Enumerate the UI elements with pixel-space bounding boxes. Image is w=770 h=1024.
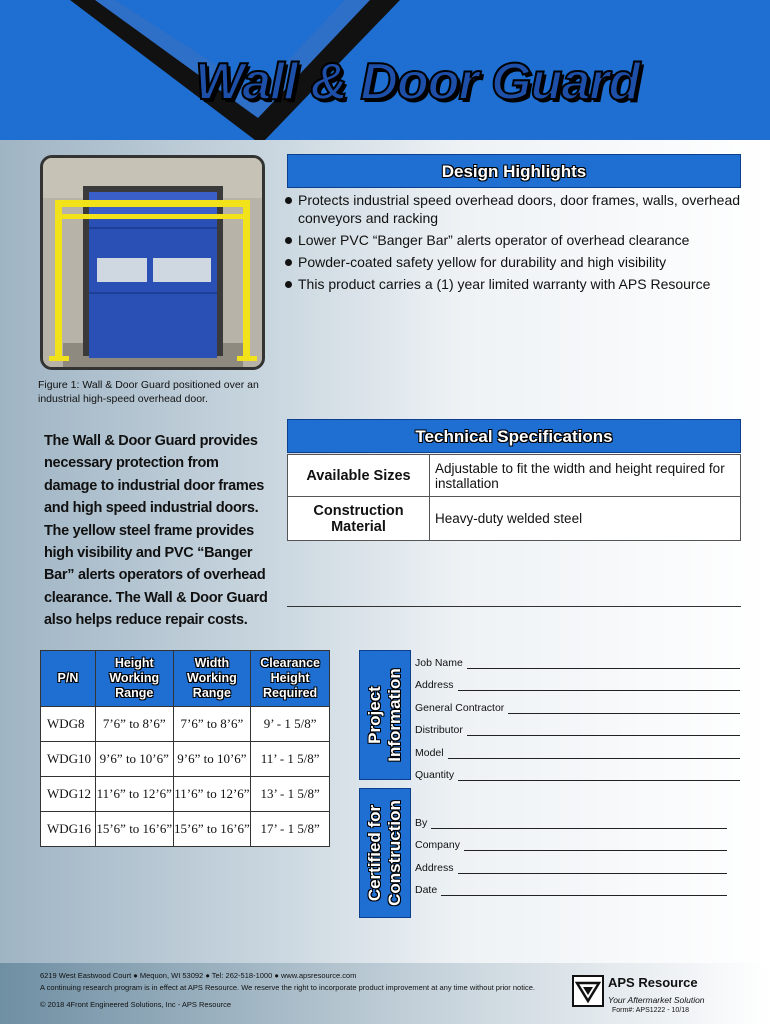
form-field-quantity[interactable]: [415, 759, 740, 782]
table-row: [41, 812, 330, 847]
field-rule[interactable]: [458, 769, 740, 781]
field-label: Quantity: [415, 769, 455, 781]
figure-caption: Figure 1: Wall & Door Guard positioned over an industrial high-speed overhead door.: [38, 379, 259, 405]
page-title: Wall & Door Guard: [195, 53, 640, 111]
table-row: [41, 777, 330, 812]
form-field-model[interactable]: [415, 736, 740, 759]
table-row: [41, 707, 330, 742]
field-rule[interactable]: [458, 862, 727, 874]
field-rule[interactable]: [464, 839, 727, 851]
aps-logo-icon: [572, 975, 604, 1007]
table-cell: 13’ - 1 5/8”: [251, 777, 330, 812]
table-cell: 11’6” to 12’6”: [95, 777, 173, 812]
table-row: [41, 742, 330, 777]
field-label: Address: [415, 679, 454, 691]
field-label: By: [415, 816, 428, 829]
spec-label: Available Sizes: [288, 455, 430, 497]
project-information-heading: [359, 650, 411, 780]
list-item: Powder-coated safety yellow for durability and high visibility: [285, 253, 745, 271]
spec-value: Heavy-duty welded steel: [430, 497, 741, 541]
aps-resource-logo: [572, 973, 742, 1019]
footer-copyright: © 2018 4Front Engineered Solutions, Inc - APS Resource: [40, 1000, 232, 1009]
form-field-distributor[interactable]: [415, 714, 740, 737]
field-rule[interactable]: [441, 884, 727, 896]
list-item: Protects industrial speed overhead doors, door frames, walls, overhead conveyors and racking: [285, 191, 745, 227]
project-information-form: [415, 646, 740, 781]
table-cell: WDG8: [41, 707, 96, 742]
field-rule[interactable]: [431, 817, 727, 829]
table-cell: 9’6” to 10’6”: [173, 742, 251, 777]
field-rule[interactable]: [458, 679, 740, 691]
certified-for-construction-heading: [359, 788, 411, 918]
table-row: [288, 497, 741, 541]
intro-paragraph: The Wall & Door Guard provides necessary protection from damage to industrial door frames and high speed industrial doors. The yellow steel frame provides high visibility and PVC “Banger Bar” alerts operators of overhead clearance. The Wall & Door Guard also helps reduce repair costs.: [44, 433, 268, 629]
header-banner: [0, 0, 770, 140]
certified-for-construction-title: Certified for Construction: [365, 800, 404, 906]
spec-label: Construction Material: [288, 497, 430, 541]
design-highlights-heading: Design Highlights: [287, 154, 741, 188]
column-header: Height Working Range: [95, 651, 173, 707]
form-field-job-name[interactable]: [415, 646, 740, 669]
certification-form: [415, 806, 727, 896]
table-cell: 9’6” to 10’6”: [95, 742, 173, 777]
form-field-company[interactable]: [415, 829, 727, 852]
table-header-row: [41, 651, 330, 707]
footer-disclaimer: A continuing research program is in effect at APS Resource. We reserve the right to incorporate product improvement at any time without prior notice.: [40, 983, 535, 992]
form-field-by[interactable]: [415, 806, 727, 829]
table-cell: 15’6” to 16’6”: [173, 812, 251, 847]
field-rule[interactable]: [448, 747, 740, 759]
spec-value: Adjustable to fit the width and height required for installation: [430, 455, 741, 497]
field-label: Address: [415, 861, 454, 874]
form-field-date[interactable]: [415, 874, 727, 897]
door-guard-illustration: [43, 158, 262, 367]
list-item: This product carries a (1) year limited warranty with APS Resource: [285, 275, 745, 293]
form-field-address[interactable]: [415, 851, 727, 874]
spec-table: [287, 454, 741, 541]
table-cell: 9’ - 1 5/8”: [251, 707, 330, 742]
table-cell: 11’ - 1 5/8”: [251, 742, 330, 777]
product-photo: [40, 155, 265, 370]
table-cell: 17’ - 1 5/8”: [251, 812, 330, 847]
part-number-table: [40, 650, 330, 847]
field-rule[interactable]: [467, 657, 740, 669]
project-information-title: Project Information: [365, 668, 404, 762]
field-label: Date: [415, 884, 438, 896]
column-header: P/N: [41, 651, 96, 707]
table-cell: 7’6” to 8’6”: [95, 707, 173, 742]
table-row: [288, 455, 741, 497]
technical-specifications-heading: Technical Specifications: [287, 419, 741, 453]
column-header: Clearance Height Required: [251, 651, 330, 707]
column-header: Width Working Range: [173, 651, 251, 707]
logo-tagline: Your Aftermarket Solution: [608, 995, 705, 1005]
logo-name: APS Resource: [608, 975, 698, 990]
field-label: Distributor: [415, 724, 463, 736]
table-cell: 7’6” to 8’6”: [173, 707, 251, 742]
form-field-address[interactable]: [415, 669, 740, 692]
divider: [287, 606, 741, 607]
field-rule[interactable]: [467, 724, 740, 736]
form-field-general-contractor[interactable]: [415, 691, 740, 714]
field-label: Model: [415, 746, 444, 759]
table-cell: WDG12: [41, 777, 96, 812]
field-label: Job Name: [415, 656, 463, 669]
table-cell: WDG16: [41, 812, 96, 847]
footer-address: 6219 West Eastwood Court ● Mequon, WI 53092 ● Tel: 262-518-1000 ● www.apsresource.com: [40, 971, 357, 980]
list-item: Lower PVC “Banger Bar” alerts operator of overhead clearance: [285, 231, 745, 249]
form-number: Form#: APS1222 - 10/18: [612, 1007, 690, 1014]
design-highlights-list: [285, 191, 745, 297]
field-label: General Contractor: [415, 701, 505, 714]
field-rule[interactable]: [508, 702, 740, 714]
table-cell: WDG10: [41, 742, 96, 777]
field-label: Company: [415, 839, 460, 851]
table-cell: 11’6” to 12’6”: [173, 777, 251, 812]
table-cell: 15’6” to 16’6”: [95, 812, 173, 847]
